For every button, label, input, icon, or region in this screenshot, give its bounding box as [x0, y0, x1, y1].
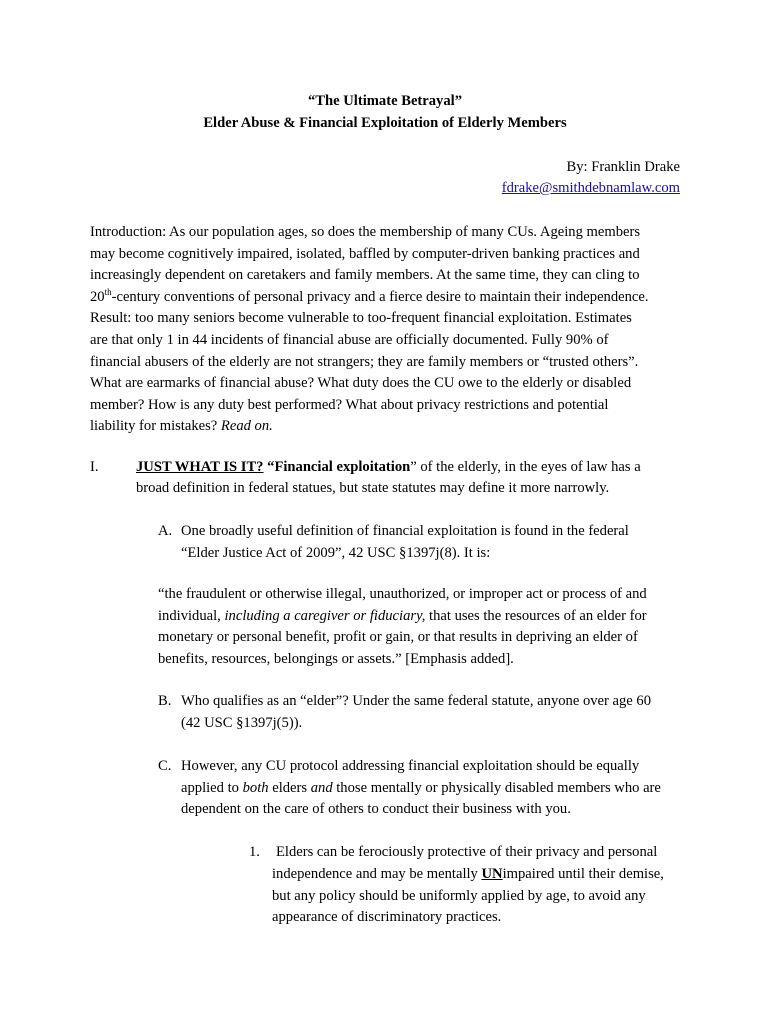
- introduction-paragraph: [90, 222, 682, 438]
- title-line-1: “The Ultimate Betrayal”: [307, 93, 462, 109]
- quote-text: that uses the resources of an elder for: [425, 608, 647, 624]
- item-a-line-1: One broadly useful definition of financial exploitation is found in the federal: [181, 523, 629, 539]
- author-email-link[interactable]: fdrake@smithdebnamlaw.com: [501, 180, 680, 196]
- item-c-label: C.: [158, 758, 172, 774]
- title-line-2: Elder Abuse & Financial Exploitation of Elderly Members: [203, 115, 567, 131]
- item-a-line-2: “Elder Justice Act of 2009”, 42 USC §1397j(8). It is:: [181, 545, 491, 561]
- section-text: ” of the elderly, in the eyes of law has a: [410, 459, 641, 475]
- intro-line: increasingly dependent on caretakers and family members. At the same time, they can cling to: [90, 267, 640, 284]
- item-c-emphasis-both: both: [242, 780, 269, 796]
- quote-line: benefits, resources, belongings or assets.” [Emphasis added].: [158, 651, 514, 667]
- item-c-text: those mentally or physically disabled members who are: [332, 780, 661, 796]
- intro-century-number: 20: [90, 288, 105, 305]
- section-1-line-2: broad definition in federal statues, but state statutes may define it more narrowly.: [136, 480, 610, 496]
- section-heading: JUST WHAT IS IT?: [136, 459, 264, 475]
- item-1-text: independence and may be mentally: [272, 866, 482, 882]
- item-1-line-2: [272, 864, 664, 886]
- intro-line: member? How is any duty best performed? What about privacy restrictions and potential: [90, 396, 609, 413]
- item-b-line-2: (42 USC §1397j(5)).: [181, 715, 303, 731]
- read-on-text: Read on.: [220, 418, 273, 435]
- intro-line: [90, 416, 682, 438]
- item-1-line-4: appearance of discriminatory practices.: [272, 909, 502, 925]
- intro-line: financial abusers of the elderly are not strangers; they are family members or “trusted others”.: [90, 353, 639, 370]
- intro-line: Introduction: As our population ages, so does the membership of many CUs. Ageing members: [90, 224, 641, 240]
- intro-line: [90, 287, 682, 309]
- quote-text: individual,: [158, 608, 225, 624]
- item-c-text: applied to: [181, 780, 243, 796]
- intro-line: may become cognitively impaired, isolated, baffled by computer-driven banking practices and: [90, 245, 640, 262]
- item-1-line-3: but any policy should be uniformly applied by age, to avoid any: [272, 888, 646, 904]
- item-1-label: 1.: [249, 844, 260, 860]
- item-b-line-1: Who qualifies as an “elder”? Under the same federal statute, anyone over age 60: [181, 693, 652, 709]
- item-c-line-3: dependent on the care of others to conduct their business with you.: [181, 801, 571, 817]
- intro-superscript: th: [104, 286, 112, 297]
- section-lead-quote: “Financial exploitation: [267, 459, 411, 475]
- quote-line: monetary or personal benefit, profit or gain, or that results in depriving an elder of: [158, 629, 638, 645]
- item-b-label: B.: [158, 693, 172, 709]
- intro-line-text: liability for mistakes?: [90, 418, 221, 435]
- item-1-line-1: Elders can be ferociously protective of their privacy and personal: [276, 844, 658, 860]
- section-1-line-1: [136, 457, 641, 479]
- quote-line: “the fraudulent or otherwise illegal, unauthorized, or improper act or process of and: [158, 586, 647, 602]
- quote-line: [158, 606, 647, 628]
- intro-line: are that only 1 in 44 incidents of financial abuse are officially documented. Fully 90% of: [90, 331, 609, 348]
- item-c-line-1: However, any CU protocol addressing financial exploitation should be equally: [181, 758, 640, 774]
- item-c-emphasis-and: and: [310, 780, 333, 796]
- intro-line: Result: too many seniors become vulnerable to too-frequent financial exploitation. Estimates: [90, 310, 632, 327]
- quote-emphasis: including a caregiver or fiduciary,: [224, 608, 426, 624]
- item-c-text: elders: [268, 780, 311, 796]
- item-c-line-2: [181, 778, 661, 800]
- byline: By: Franklin Drake: [566, 159, 680, 175]
- intro-line-text: -century conventions of personal privacy and a fierce desire to maintain their independence.: [111, 288, 649, 305]
- item-1-emphasis-un: UN: [481, 866, 503, 882]
- section-numeral: I.: [90, 459, 99, 475]
- item-1-text: impaired until their demise,: [502, 866, 664, 882]
- item-a-label: A.: [158, 523, 173, 539]
- intro-line: What are earmarks of financial abuse? What duty does the CU owe to the elderly or disabled: [90, 375, 632, 392]
